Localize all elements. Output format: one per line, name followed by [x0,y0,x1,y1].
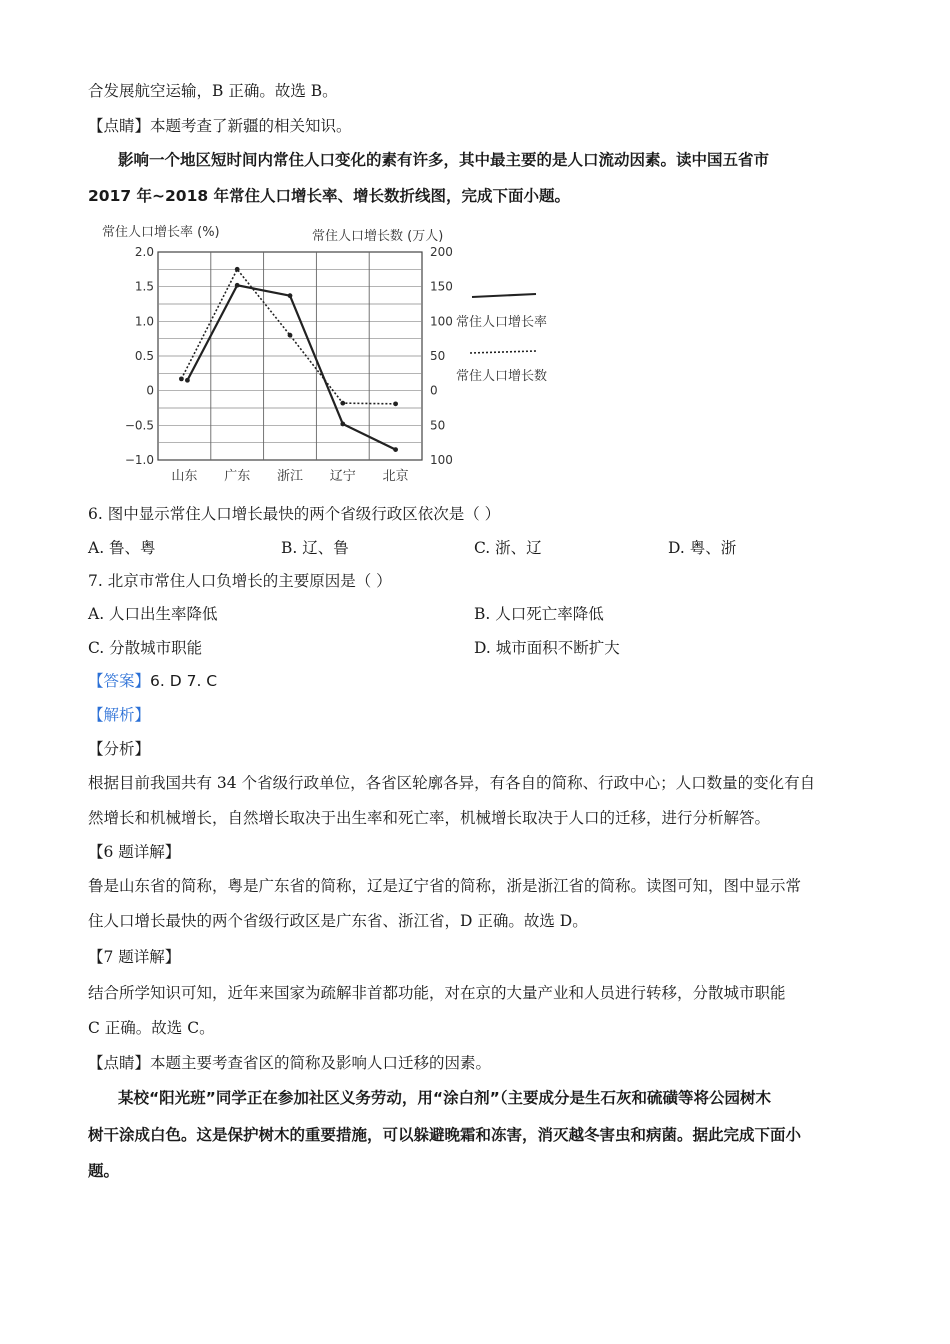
left-tick-label: 1.0 [134,314,154,329]
detail-7-text: 结合所学知识可知，近年来国家为疏解非首都功能，对在京的大量产业和人员进行转移，分散城市职能 [88,984,786,1002]
legend-rate: 常住人口增长率 [456,315,548,330]
x-tick-label: 广东 [224,469,251,484]
legend-dotted-swatch [470,351,536,353]
left-tick-label: 0.5 [134,349,154,363]
series-rate-line [187,285,395,449]
dianjing-note-2: 【点睛】本题主要考查省区的简称及影响人口迁移的因素。 [88,1054,492,1072]
passage-2-line: 某校“阳光班”同学正在参加社区义务劳动，用“涂白剂”（主要成分是生石灰和硫磺等将公园树木 [118,1089,772,1107]
detail-6-text: 鲁是山东省的简称，粤是广东省的简称，辽是辽宁省的简称，浙是浙江省的简称。读图可知，图中显示常 [88,877,802,895]
text-line: 合发展航空运输，B 正确。故选 B。 [88,82,338,100]
fenxi-text: 根据目前我国共有 34 个省级行政单位，各省区轮廓各异，有各自的简称、行政中心；人口数量的变化有自 [88,774,816,792]
left-tick-label: −1.0 [124,453,154,467]
population-growth-chart [90,218,570,488]
detail-6-text: 住人口增长最快的两个省级行政区是广东省、浙江省，D 正确。故选 D。 [88,912,588,930]
detail-6-label: 【6 题详解】 [88,843,181,861]
detail-7-text: C 正确。故选 C。 [88,1019,215,1037]
data-point [340,422,345,427]
x-tick-label: 辽宁 [329,469,356,484]
passage-line: 2017 年~2018 年常住人口增长率、增长数折线图，完成下面小题。 [88,187,571,205]
answer-line [88,670,217,692]
left-tick-label: 2.0 [134,245,154,259]
passage-2-line: 树干涂成白色。这是保护树木的重要措施，可以躲避晚霜和冻害，消灭越冬害虫和病菌。据此完成下面小 [88,1126,802,1144]
right-tick-label: 100 [430,453,453,467]
detail-7-label: 【7 题详解】 [88,948,181,966]
question-7-stem: 7. 北京市常住人口负增长的主要原因是（ ） [88,572,392,590]
left-tick-label: 0 [146,383,154,398]
right-tick-label: 200 [430,245,453,259]
left-tick-label: 1.5 [134,279,154,294]
right-tick-label: 100 [430,314,453,329]
question-6-stem: 6. 图中显示常住人口增长最快的两个省级行政区依次是（ ） [88,505,501,523]
q7-option-b[interactable]: B. 人口死亡率降低 [474,605,604,623]
fenxi-label: 【分析】 [88,740,151,758]
legend-count: 常住人口增长数 [456,369,548,384]
data-point [235,267,240,272]
analysis-label: 【解析】 [88,706,151,724]
q6-option-b[interactable]: B. 辽、鲁 [281,539,349,557]
left-axis-label: 常住人口增长率 (%) [102,225,220,240]
right-tick-label: 50 [430,418,446,433]
chart-grid [158,252,422,460]
q6-option-c[interactable]: C. 浙、辽 [474,539,542,557]
data-point [288,333,293,338]
q6-option-a[interactable]: A. 鲁、粤 [88,539,156,557]
data-point [185,378,190,383]
data-point [235,283,240,288]
answer-label: 【答案】 [88,672,151,690]
data-point [393,401,398,406]
right-axis-label: 常住人口增长数 (万人) [312,229,444,244]
data-point [288,293,293,298]
answer-text: 6. D 7. C [150,672,218,690]
data-point [179,376,184,381]
right-tick-label: 150 [430,279,453,294]
right-tick-label: 50 [430,349,446,363]
data-point [340,401,345,406]
q7-option-d[interactable]: D. 城市面积不断扩大 [474,639,620,657]
fenxi-text: 然增长和机械增长，自然增长取决于出生率和死亡率，机械增长取决于人口的迁移，进行分析解答。 [88,809,771,827]
dianjing-note: 【点睛】本题考查了新疆的相关知识。 [88,117,352,135]
data-point [393,447,398,452]
q6-option-d[interactable]: D. 粤、浙 [668,539,737,557]
passage-line: 影响一个地区短时间内常住人口变化的素有许多，其中最主要的是人口流动因素。读中国五省市 [118,151,770,169]
x-tick-label: 山东 [171,469,198,484]
legend-solid-swatch [472,294,536,297]
left-tick-label: −0.5 [124,418,154,433]
x-tick-label: 北京 [382,469,409,484]
x-tick-label: 浙江 [276,469,304,484]
right-tick-label: 0 [430,383,438,398]
q7-option-a[interactable]: A. 人口出生率降低 [88,605,218,623]
passage-2-line: 题。 [88,1162,120,1180]
q7-option-c[interactable]: C. 分散城市职能 [88,639,203,657]
